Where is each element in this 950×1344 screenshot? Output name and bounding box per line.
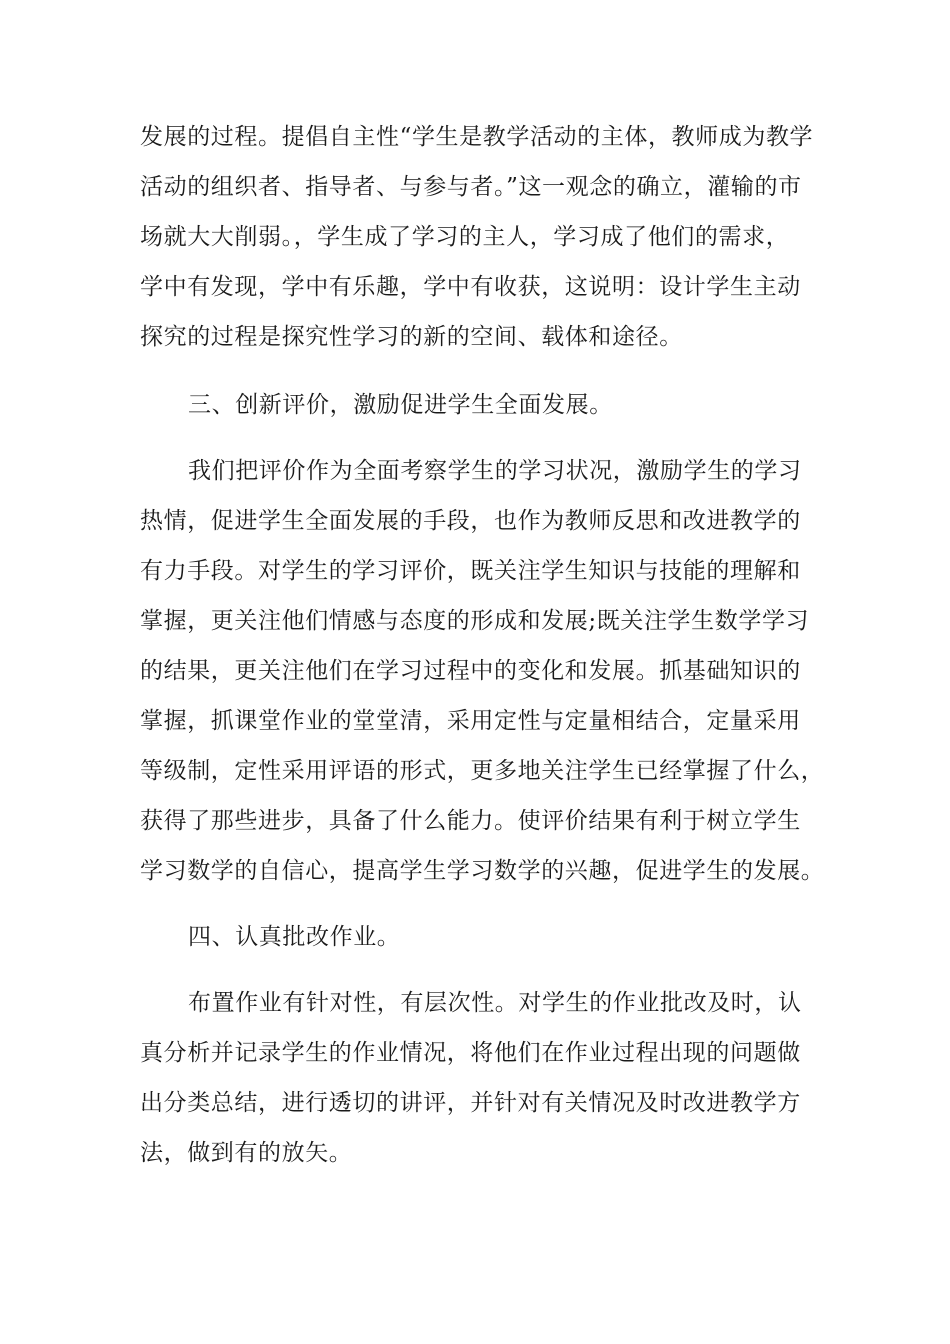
paragraph-2-line: 等级制，定性采用评语的形式，更多地关注学生已经掌握了什么，	[140, 758, 825, 784]
paragraph-2-line: 的结果，更关注他们在学习过程中的变化和发展。抓基础知识的	[140, 658, 801, 684]
paragraph-1-line: 学中有发现，学中有乐趣，学中有收获，这说明：设计学生主动	[140, 274, 801, 300]
paragraph-3-line: 真分析并记录学生的作业情况，将他们在作业过程出现的问题做	[140, 1040, 801, 1066]
paragraph-3-line: 出分类总结，进行透切的讲评，并针对有关情况及时改进教学方	[140, 1090, 801, 1116]
paragraph-2-line: 掌握，抓课堂作业的堂堂清，采用定性与定量相结合，定量采用	[140, 708, 801, 734]
paragraph-2-line: 掌握，更关注他们情感与态度的形成和发展;既关注学生数学学习	[140, 608, 810, 634]
paragraph-1-line: 发展的过程。提倡自主性“学生是教学活动的主体，教师成为教学	[140, 124, 814, 150]
section-heading-3-text: 三、创新评价，激励促进学生全面发展。	[188, 392, 613, 418]
paragraph-2-line: 热情，促进学生全面发展的手段，也作为教师反思和改进教学的	[140, 508, 801, 534]
paragraph-3-line: 法，做到有的放矢。	[140, 1140, 353, 1166]
paragraph-1-line: 活动的组织者、指导者、与参与者。”这一观念的确立，灌输的市	[140, 174, 802, 200]
section-heading-4-text: 四、认真批改作业。	[188, 924, 401, 950]
paragraph-2-line: 有力手段。对学生的学习评价，既关注学生知识与技能的理解和	[140, 558, 801, 584]
paragraph-1	[140, 112, 820, 362]
paragraph-2-line: 我们把评价作为全面考察学生的学习状况，激励学生的学习	[188, 458, 802, 484]
section-heading-4	[140, 912, 820, 962]
paragraph-2	[140, 446, 825, 896]
paragraph-1-line: 场就大大削弱。，学生成了学习的主人，学习成了他们的需求，	[140, 224, 790, 250]
section-heading-3	[140, 380, 820, 430]
paragraph-3	[140, 978, 820, 1178]
paragraph-1-line: 探究的过程是探究性学习的新的空间、载体和途径。	[140, 324, 683, 350]
paragraph-3-line: 布置作业有针对性，有层次性。对学生的作业批改及时，认	[188, 990, 802, 1016]
paragraph-2-line: 学习数学的自信心，提高学生学习数学的兴趣，促进学生的发展。	[140, 858, 825, 884]
paragraph-2-line: 获得了那些进步，具备了什么能力。使评价结果有利于树立学生	[140, 808, 801, 834]
